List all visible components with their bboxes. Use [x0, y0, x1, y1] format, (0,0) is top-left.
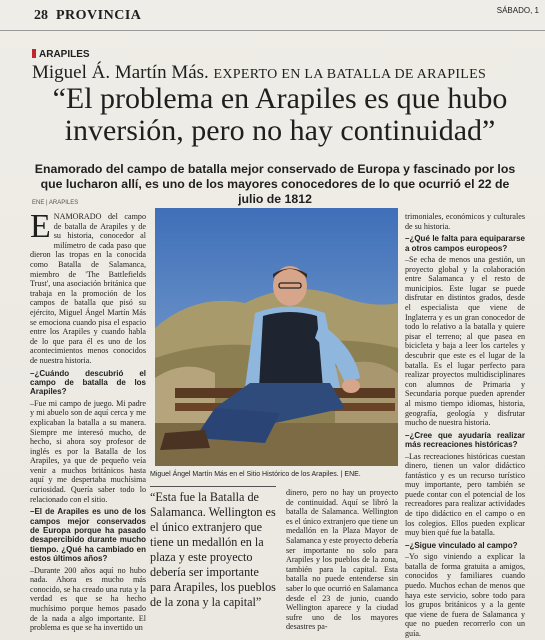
article-column-4	[405, 212, 525, 638]
interviewee-name: Miguel Á. Martín Más.	[32, 62, 209, 83]
drop-cap: E	[30, 208, 51, 245]
kicker-label: ARAPILES	[39, 49, 90, 60]
article-column-1	[30, 208, 146, 633]
answer: –Se echa de menos una gestión, un proyecto global y la colaboración entre Salamanca y el resto de municipios. Este lugar se puede disfrutar en distintos grados, desde el especialista que viene de Inglaterra y es un gran conocedor de todo lo relativo a la batalla y quiere pisar el terreno; al que pasea en bicicleta y baja a leer los carteles y descubrir que este es el lugar de la batalla. Es el lugar perfecto para realizar proyectos multidisciplinares con alumnos de Primaria y Secundaria porque pueden aprender al mismo tiempo idiomas, historia, geografía, geología y disfrutar mucho de nuestra historia.	[405, 255, 525, 428]
answer: –Fue mi campo de juego. Mi padre y mi abuelo son de aquí cerca y me explicaban la batalla a su manera. Siempre me interesó mucho, de hecho, si ahora soy profesor de inglés es por la Batalla de los Arapiles, ya que de pequeño veía venir a muchos británicos hasta aquí y me despertaba muchísima curiosidad. Quería saber todo lo relacionado con el sitio.	[30, 398, 146, 504]
source-tag: ENE | ARAPILES	[32, 200, 79, 206]
question: –¿Cree que ayudaría realizar más recreaciones históricas?	[405, 430, 525, 450]
body-text: dinero, pero no hay un proyecto de continuidad. Aquí se libró la batalla de Salamanca. Wellington es el único extranjero que tiene un medallón en la Plaza Mayor de Salamanca y este proyecto debería ser importante no solo para Arapiles y los pueblos de la zona, también para la capital. Esta batalla no puede entenderse sin saber lo que ocurrió en Salamanca desde el 23 de junio, cuando Wellington aparece y la ciudad sufre uno de los mayores desastres pa-	[286, 488, 398, 632]
question: –El de Arapiles es uno de los campos mejor conservados de Europa porque ha pasado desapercibido durante mucho tiempo. ¿Qué ha cambiado en estos últimos años?	[30, 507, 146, 564]
section-title: PROVINCIA	[56, 8, 142, 23]
body-text: trimoniales, económicos y culturales de su historia.	[405, 212, 525, 231]
answer: –Durante 200 años aquí no hubo nada. Ahora es mucho más conocido, se ha creado una ruta y la verdad es que se ha hecho muchísimo porque hemos pasado de la nada a algo importante. El problema es que se ha invertido un	[30, 565, 146, 633]
page-number: 28	[34, 8, 48, 23]
byline	[32, 62, 486, 84]
kicker	[32, 49, 90, 60]
kicker-marker	[32, 49, 36, 58]
question: –¿Cuándo descubrió el campo de batalla de los Arapiles?	[30, 368, 146, 397]
pull-quote-rule	[150, 486, 276, 487]
page-header	[0, 0, 545, 31]
question: –¿Sigue vinculado al campo?	[405, 540, 518, 550]
interview-photo	[155, 208, 398, 466]
article-column-3	[286, 488, 398, 632]
lead-paragraph: Enamorado del campo de batalla mejor conservado de Europa y fascinado por los que lucharon allí, es uno de los mayores conocedores de lo que ocurrió el 22 de julio de 1812	[34, 162, 516, 206]
issue-date: SÁBADO, 1	[496, 6, 539, 15]
pull-quote-text: “Esta fue la Batalla de Salamanca. Wellington es el único extranjero que tiene un medallón en la plaza y este proyecto debería ser importante para Arapiles, los pueblos de la zona y la capital”	[150, 490, 276, 609]
photo-caption: Miguel Ángel Martín Más en el Sitio Histórico de los Arapiles. | ENE.	[150, 471, 361, 478]
intro-text: NAMORADO del campo de batalla de Arapiles y de su historia, conocedor al milímetro de cada paso que dieron las tropas en la conocida como Batalla de Salamanca, miembro de 'The Battlefields Trust', una asociación británica que trabaja en la promoción de los campos de batalla que pisó su ejército, Miguel Ángel Martín Más se emociona cuando pisa el espacio entre los Arapiles y cuando habla de lo que para él es uno de los acontecimientos menos conocidos de nuestra historia.	[30, 212, 146, 365]
answer: –Las recreaciones históricas cuestan dinero, tienen un valor didáctico fantástico y es un recurso turístico muy importante, pero también se puede contar con el potencial de los recreadores para realizar actividades de tipo didáctico en el campo o en los colegios. Ellos pueden explicar muy bien qué fue la batalla.	[405, 451, 525, 538]
answer: –Yo sigo viniendo a explicar la batalla de forma gratuita a amigos, conocidos y familiares cuando puedo. Muchos echan de menos que haya este servicio, sobre todo para los grupos británicos y a la gente que viene de fuera de Salamanca y que no pueden recorrerlo con un guía.	[405, 552, 525, 638]
pull-quote	[150, 490, 280, 620]
question: –¿Qué le falta para equipararse a otros campos europeos?	[405, 234, 525, 253]
interviewee-role: EXPERTO EN LA BATALLA DE ARAPILES	[213, 67, 487, 82]
headline: “El problema en Arapiles es que hubo inversión, pero no hay continuidad”	[52, 82, 508, 147]
